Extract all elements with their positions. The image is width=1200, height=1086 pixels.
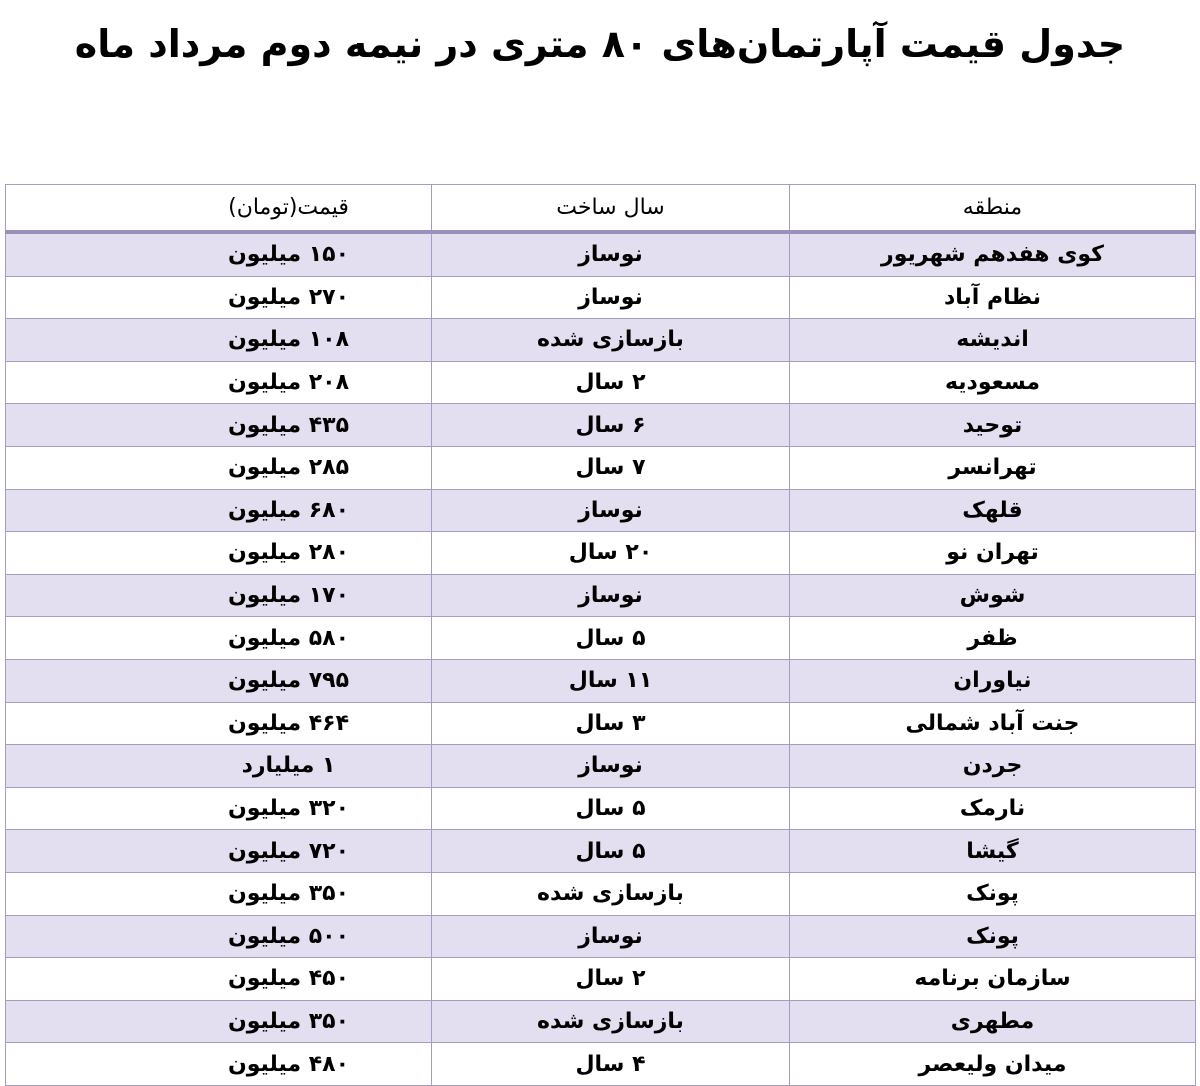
cell-region: مسعودیه [790, 361, 1196, 404]
cell-price: ۶۸۰ میلیون [6, 489, 432, 532]
cell-region: نظام آباد [790, 276, 1196, 319]
cell-price: ۱۰۸ میلیون [6, 319, 432, 362]
cell-year: نوساز [432, 574, 790, 617]
cell-year: بازسازی شده [432, 872, 790, 915]
cell-price: ۳۵۰ میلیون [6, 1000, 432, 1043]
table-row [6, 446, 1196, 489]
cell-region: پونک [790, 915, 1196, 958]
cell-year: ۶ سال [432, 404, 790, 447]
table-row [6, 489, 1196, 532]
cell-price: ۲۸۰ میلیون [6, 532, 432, 575]
cell-year: نوساز [432, 276, 790, 319]
table-row [6, 1000, 1196, 1043]
cell-year: ۲ سال [432, 958, 790, 1001]
table-header-row [6, 185, 1196, 233]
cell-year: بازسازی شده [432, 1000, 790, 1043]
cell-price: ۳۲۰ میلیون [6, 787, 432, 830]
cell-price: ۴۶۴ میلیون [6, 702, 432, 745]
table-row [6, 830, 1196, 873]
table-row [6, 958, 1196, 1001]
cell-year: ۵ سال [432, 830, 790, 873]
table-row [6, 1043, 1196, 1086]
cell-price: ۱۷۰ میلیون [6, 574, 432, 617]
cell-region: تهرانسر [790, 446, 1196, 489]
cell-region: اندیشه [790, 319, 1196, 362]
table-row [6, 532, 1196, 575]
cell-region: کوی هفدهم شهریور [790, 232, 1196, 276]
cell-price: ۳۵۰ میلیون [6, 872, 432, 915]
cell-year: ۷ سال [432, 446, 790, 489]
table-row [6, 574, 1196, 617]
cell-region: مطهری [790, 1000, 1196, 1043]
cell-price: ۵۸۰ میلیون [6, 617, 432, 660]
cell-region: جنت آباد شمالی [790, 702, 1196, 745]
cell-region: پونک [790, 872, 1196, 915]
cell-price: ۴۵۰ میلیون [6, 958, 432, 1001]
cell-price: ۴۳۵ میلیون [6, 404, 432, 447]
cell-region: گیشا [790, 830, 1196, 873]
cell-region: قلهک [790, 489, 1196, 532]
table-row [6, 232, 1196, 276]
table-row [6, 617, 1196, 660]
cell-year: ۱۱ سال [432, 659, 790, 702]
cell-price: ۴۸۰ میلیون [6, 1043, 432, 1086]
table-row [6, 702, 1196, 745]
table-row [6, 659, 1196, 702]
cell-year: نوساز [432, 915, 790, 958]
cell-price: ۲۰۸ میلیون [6, 361, 432, 404]
cell-price: ۲۸۵ میلیون [6, 446, 432, 489]
cell-region: نارمک [790, 787, 1196, 830]
cell-price: ۷۲۰ میلیون [6, 830, 432, 873]
table-row [6, 361, 1196, 404]
cell-region: شوش [790, 574, 1196, 617]
cell-region: میدان ولیعصر [790, 1043, 1196, 1086]
cell-year: ۲۰ سال [432, 532, 790, 575]
cell-region: ظفر [790, 617, 1196, 660]
page-title: جدول قیمت آپارتمان‌های ۸۰ متری در نیمه دوم مرداد ماه [74, 22, 1126, 66]
table-row [6, 915, 1196, 958]
cell-region: نیاوران [790, 659, 1196, 702]
cell-year: بازسازی شده [432, 319, 790, 362]
cell-year: ۵ سال [432, 787, 790, 830]
table-row [6, 404, 1196, 447]
cell-price: ۵۰۰ میلیون [6, 915, 432, 958]
cell-region: تهران نو [790, 532, 1196, 575]
table-row [6, 787, 1196, 830]
header-region: منطقه [790, 185, 1196, 233]
cell-price: ۱۵۰ میلیون [6, 232, 432, 276]
table-row [6, 872, 1196, 915]
cell-year: ۳ سال [432, 702, 790, 745]
cell-region: جردن [790, 745, 1196, 788]
header-year: سال ساخت [432, 185, 790, 233]
cell-price: ۲۷۰ میلیون [6, 276, 432, 319]
table-row [6, 319, 1196, 362]
cell-year: نوساز [432, 745, 790, 788]
cell-year: ۴ سال [432, 1043, 790, 1086]
table-row [6, 276, 1196, 319]
cell-year: نوساز [432, 489, 790, 532]
table-row [6, 745, 1196, 788]
cell-region: توحید [790, 404, 1196, 447]
cell-price: ۱ میلیارد [6, 745, 432, 788]
cell-year: نوساز [432, 232, 790, 276]
cell-region: سازمان برنامه [790, 958, 1196, 1001]
price-table [5, 184, 1196, 1086]
cell-price: ۷۹۵ میلیون [6, 659, 432, 702]
cell-year: ۵ سال [432, 617, 790, 660]
header-price: قیمت(تومان) [6, 185, 432, 233]
cell-year: ۲ سال [432, 361, 790, 404]
